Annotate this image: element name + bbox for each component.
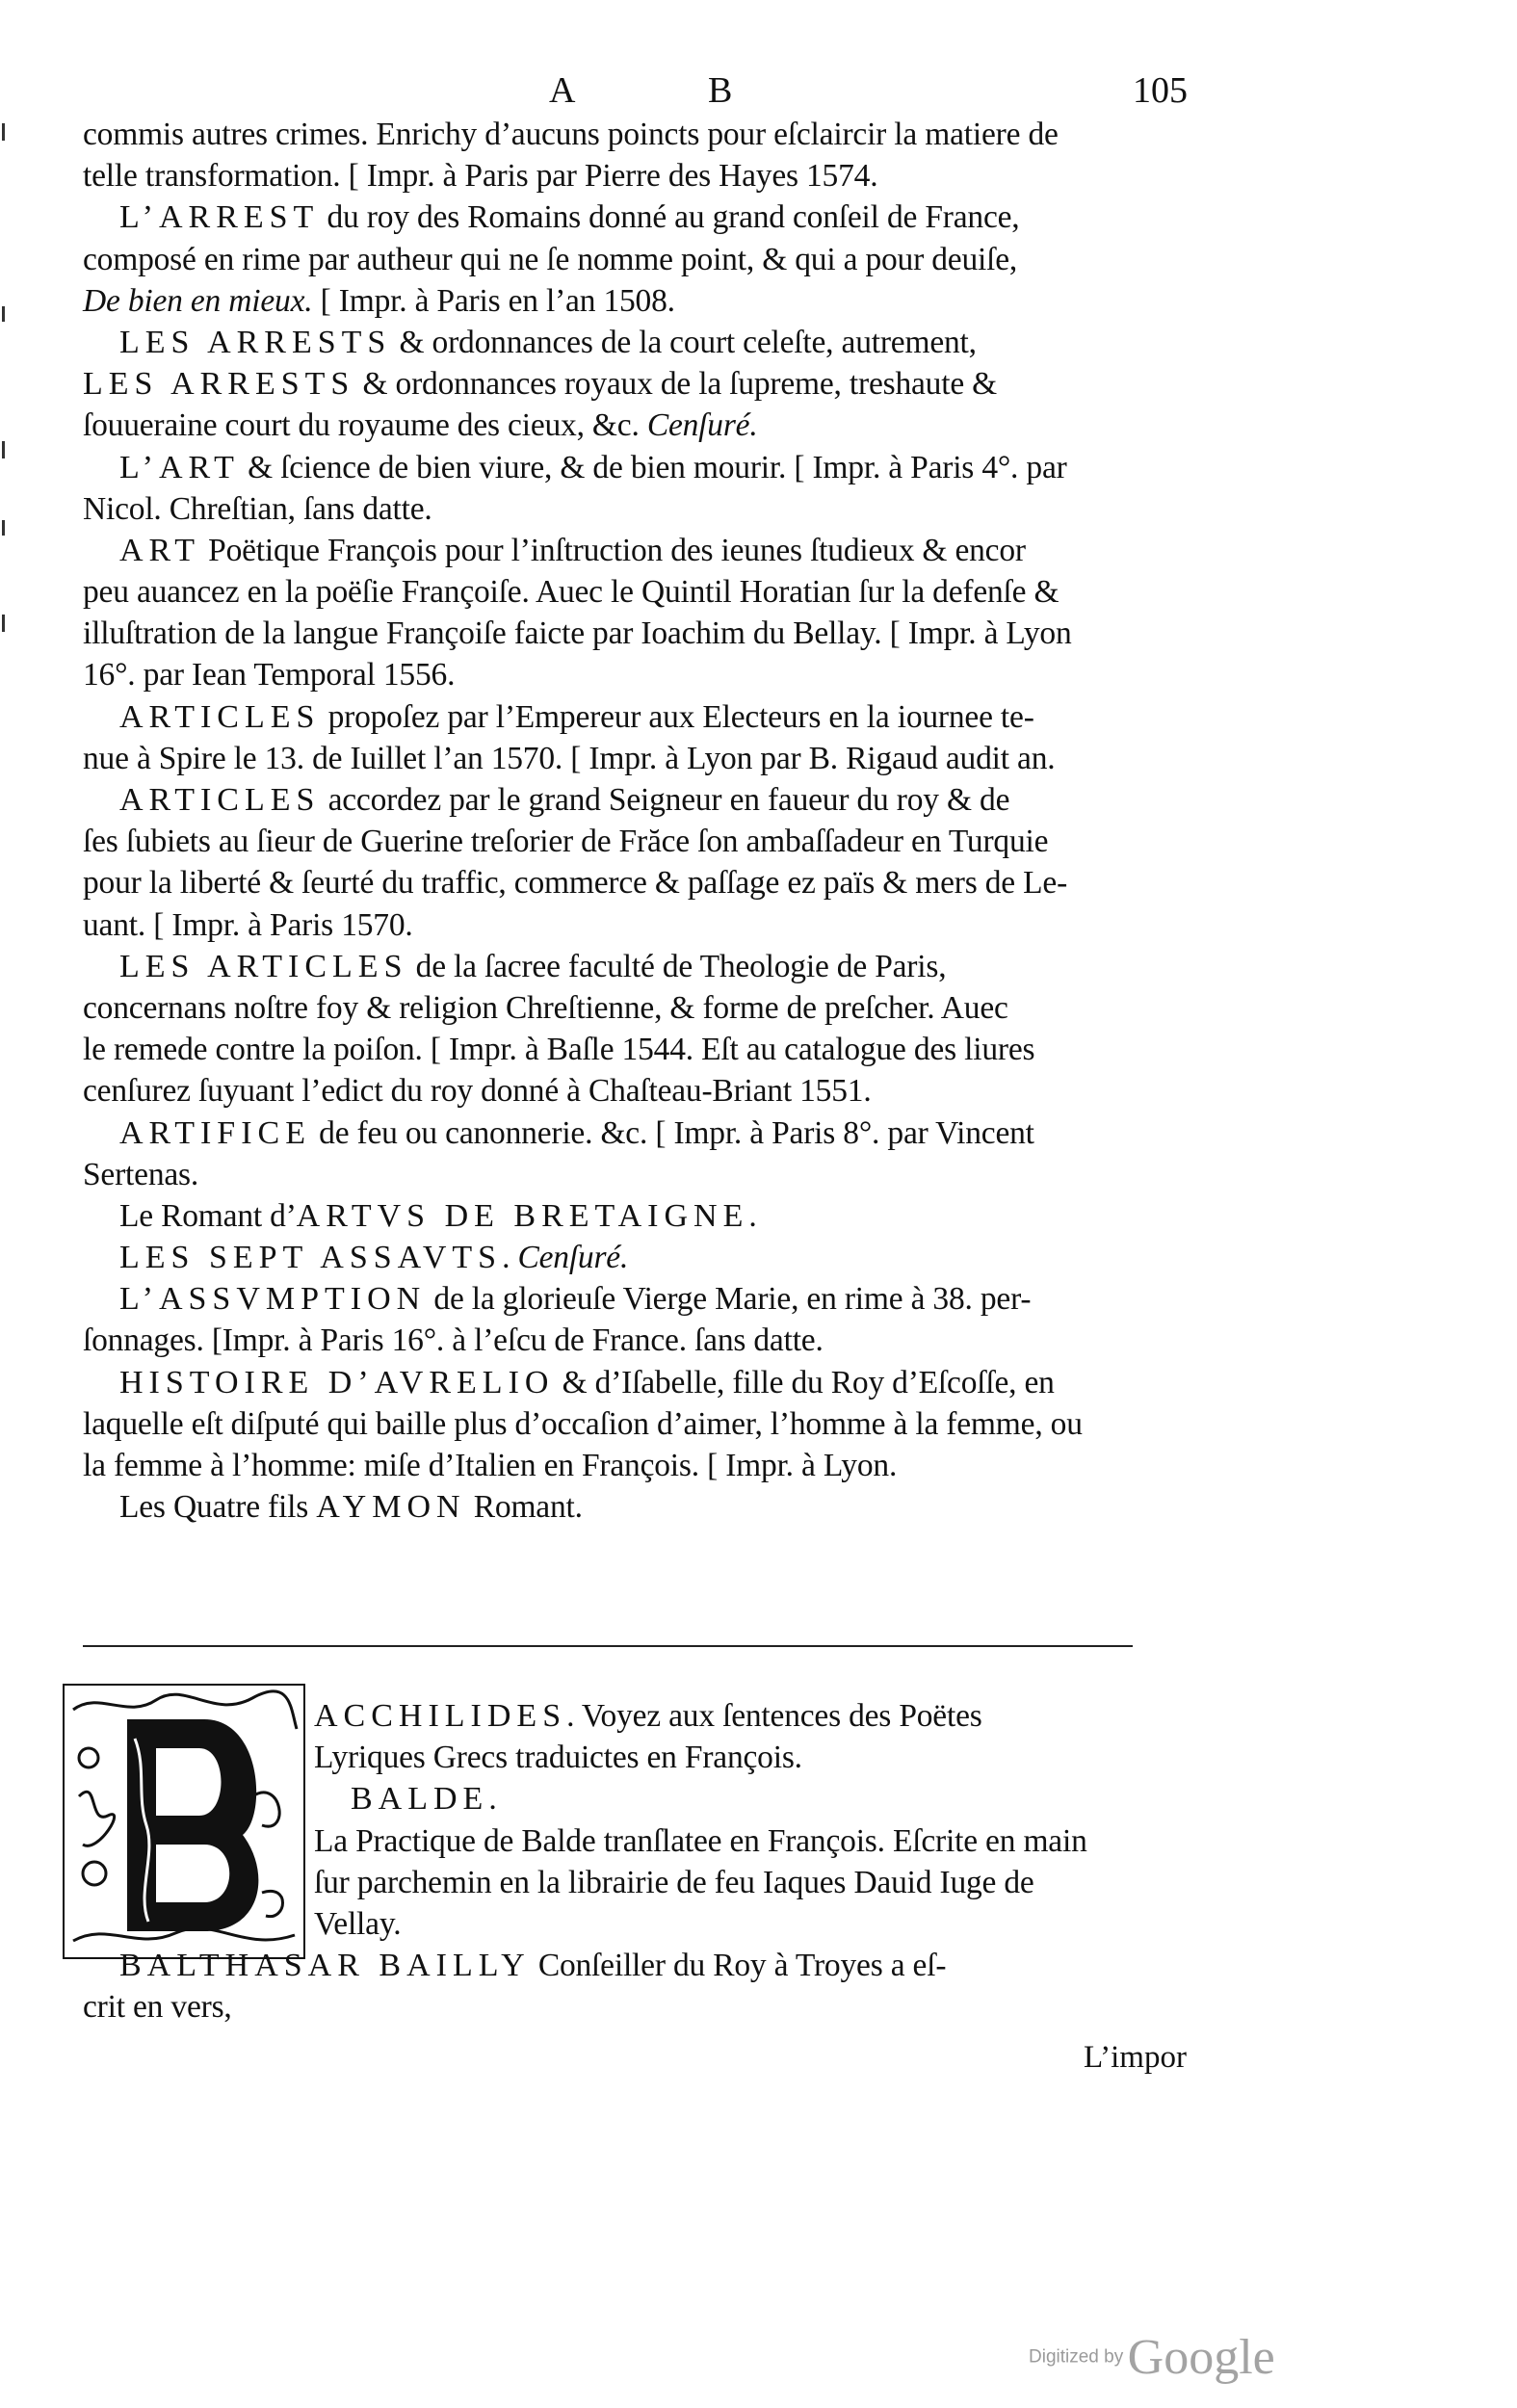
text-line <box>83 447 1219 488</box>
running-head <box>0 69 1517 118</box>
line-text: concernans noſtre foy & religion Chreſtienne, & forme de preſcher. Auec <box>83 989 1008 1026</box>
entry-heading: BALDE <box>351 1781 489 1818</box>
text-line <box>83 738 1219 779</box>
line-text: 16°. par Iean Temporal 1556. <box>83 657 456 694</box>
text-line <box>83 779 1219 821</box>
text-line <box>83 862 1219 903</box>
line-text: commis autres crimes. Enrichy d’aucuns poincts pour eſclaircir la matiere de <box>83 117 1059 152</box>
text-line <box>83 1029 1219 1070</box>
text-line <box>83 1778 1219 1819</box>
line-text: peu auancez en la poëſie Françoiſe. Auec le Quintil Horatian ſur la defenſe & <box>83 574 1059 611</box>
text-line <box>83 1070 1219 1112</box>
text-line <box>83 1695 1219 1737</box>
line-text: . <box>488 1781 497 1818</box>
line-text: la femme à l’homme: miſe d’Italien en François. [ Impr. à Lyon. <box>83 1448 898 1483</box>
text-line <box>83 363 1219 405</box>
line-text: Le Romant d’ <box>119 1197 297 1234</box>
entry-heading: AYMON <box>316 1489 466 1526</box>
margin-mark <box>2 123 5 141</box>
line-text: . <box>748 1197 757 1234</box>
text-line <box>83 696 1219 738</box>
entry-heading: LES SEPT ASSAVTS <box>119 1240 503 1276</box>
text-line <box>83 1445 1219 1486</box>
line-text: Poëtique François pour l’inſtruction des ieunes ſtudieux & encor <box>199 532 1026 568</box>
line-text: ſur parchemin en la librairie de feu Iaques Dauid Iuge de <box>314 1864 1034 1900</box>
entry-heading: LES ARRESTS <box>119 324 392 360</box>
line-text: Conſeiller du Roy à Troyes a eſ- <box>530 1948 947 1984</box>
line-text: de feu ou canonnerie. &c. [ Impr. à Paris 8°. par Vincent <box>310 1114 1034 1151</box>
text-line <box>83 1278 1219 1320</box>
line-text: propoſez par l’Empereur aux Electeurs en la iournee te- <box>320 698 1034 735</box>
line-text: le remede contre la poiſon. [ Impr. à Baſle 1544. Eſt au catalogue des liures <box>83 1032 1035 1068</box>
italic-note: Cenſuré. <box>517 1240 629 1276</box>
entry-heading: ART <box>119 532 200 568</box>
line-text: laquelle eſt diſputé qui baille plus d’occaſion d’aimer, l’homme à la femme, ou <box>83 1405 1083 1442</box>
line-text: telle transformation. [ Impr. à Paris par Pierre des Hayes 1574. <box>83 158 878 195</box>
ornamental-rule <box>83 1645 1133 1647</box>
line-text: ſonnages. [Impr. à Paris 16°. à l’eſcu de France. ſans datte. <box>83 1322 824 1359</box>
text-line <box>83 613 1219 654</box>
text-line <box>83 1154 1219 1195</box>
text-line <box>83 280 1219 322</box>
margin-mark <box>2 520 5 536</box>
line-text: ſouueraine court du royaume des cieux, &c. <box>83 407 647 444</box>
line-text: cenſurez ſuyuant l’edict du roy donné à Chaſteau-Briant 1551. <box>83 1073 872 1110</box>
margin-mark <box>2 615 5 632</box>
page-number: 105 <box>1133 70 1188 111</box>
text-line <box>83 1486 1219 1528</box>
entry-heading: ARTIFICE <box>119 1114 311 1151</box>
entry-heading: L’ART <box>119 449 240 485</box>
line-text: du roy des Romains donné au grand conſeil de France, <box>319 199 1020 236</box>
line-text: Nicol. Chreſtian, ſans datte. <box>83 490 432 527</box>
line-text: Les Quatre fils <box>119 1489 317 1526</box>
text-line <box>83 322 1219 363</box>
line-text: de la glorieuſe Vierge Marie, en rime à 38. per- <box>426 1281 1032 1318</box>
catchword: L’impor <box>1084 2040 1187 2075</box>
line-text: La Practique de Balde tranſlatee en François. Eſcrite en main <box>314 1822 1087 1859</box>
text-line <box>83 571 1219 613</box>
margin-mark <box>2 441 5 458</box>
entry-heading: BALTHASAR BAILLY <box>119 1948 531 1984</box>
italic-note: Cenſuré. <box>646 407 758 444</box>
line-text: uant. [ Impr. à Paris 1570. <box>83 906 413 943</box>
entry-heading: LES ARTICLES <box>119 948 408 984</box>
google-logo: Google <box>1127 2330 1275 2385</box>
entry-heading: ARTICLES <box>119 782 321 818</box>
entry-heading: L’ASSVMPTION <box>119 1281 427 1318</box>
text-line <box>83 1403 1219 1445</box>
line-text: Sertenas. <box>83 1156 199 1192</box>
text-line <box>83 821 1219 862</box>
text-line <box>83 1903 1219 1945</box>
text-line <box>83 1862 1219 1903</box>
digitized-by-label: Digitized by <box>1029 2346 1124 2368</box>
text-line <box>83 1945 1219 1986</box>
text-line <box>83 155 1219 196</box>
text-line <box>83 654 1219 695</box>
line-text: de la ſacree faculté de Theologie de Paris, <box>407 948 947 984</box>
line-text: composé en rime par autheur qui ne ſe nomme point, & qui a pour deuiſe, <box>83 241 1018 277</box>
line-text: [ Impr. à Paris en l’an 1508. <box>312 282 675 319</box>
line-text: & ordonnances royaux de la ſupreme, treshaute & <box>354 366 998 403</box>
entry-heading: ARTICLES <box>119 698 321 735</box>
signature-a: A <box>549 70 576 111</box>
text-line <box>83 987 1219 1029</box>
line-text: & ordonnances de la court celeſte, autrement, <box>391 324 977 360</box>
line-text: illuſtration de la langue Françoiſe faicte par Ioachim du Bellay. [ Impr. à Lyon <box>83 615 1072 652</box>
text-line <box>83 1820 1219 1862</box>
text-line <box>83 1737 1219 1778</box>
line-text: accordez par le grand Seigneur en faueur du roy & de <box>320 782 1010 818</box>
line-text: . Voyez aux ſentences des Poëtes <box>566 1698 982 1734</box>
line-text: & ſcience de bien viure, & de bien mourir. [ Impr. à Paris 4°. par <box>239 449 1067 485</box>
text-line <box>83 1237 1219 1278</box>
line-text: ſes ſubiets au ſieur de Guerine treſorier de Frăce ſon ambaſſadeur en Turquie <box>83 824 1049 860</box>
text-line <box>83 488 1219 530</box>
section-b-column <box>83 1695 1219 2028</box>
text-line <box>83 1320 1219 1361</box>
text-line <box>83 1362 1219 1403</box>
text-line <box>83 946 1219 987</box>
line-text: Romant. <box>465 1489 583 1526</box>
entries-column <box>83 114 1219 1528</box>
italic-note: De bien en mieux. <box>83 282 313 319</box>
entry-heading: HISTOIRE D’AVRELIO <box>119 1364 555 1400</box>
text-line <box>83 196 1219 238</box>
digitized-watermark <box>1029 2329 1275 2386</box>
line-text: crit en vers, <box>83 1989 232 2026</box>
entry-heading: ACCHILIDES <box>314 1698 567 1734</box>
text-line <box>83 1195 1219 1237</box>
line-text: . <box>502 1240 518 1276</box>
margin-mark <box>2 306 5 322</box>
signature-b: B <box>708 70 733 111</box>
text-line <box>83 405 1219 446</box>
entry-heading: LES ARRESTS <box>83 366 355 403</box>
text-line <box>83 904 1219 946</box>
line-text: Vellay. <box>314 1905 402 1942</box>
text-line <box>83 114 1219 155</box>
line-text: pour la liberté & ſeurté du traffic, commerce & paſſage ez païs & mers de Le- <box>83 865 1068 902</box>
text-line <box>83 1112 1219 1154</box>
entry-heading: ARTVS DE BRETAIGNE <box>296 1197 749 1234</box>
entry-heading: L’ARREST <box>119 199 320 236</box>
text-line <box>83 1986 1219 2028</box>
text-line <box>83 239 1219 280</box>
line-text: Lyriques Grecs traduictes en François. <box>314 1740 802 1776</box>
text-line <box>83 530 1219 571</box>
line-text: & d’Iſabelle, fille du Roy d’Eſcoſſe, en <box>554 1364 1055 1400</box>
line-text: nue à Spire le 13. de Iuillet l’an 1570. [ Impr. à Lyon par B. Rigaud audit an. <box>83 740 1056 776</box>
